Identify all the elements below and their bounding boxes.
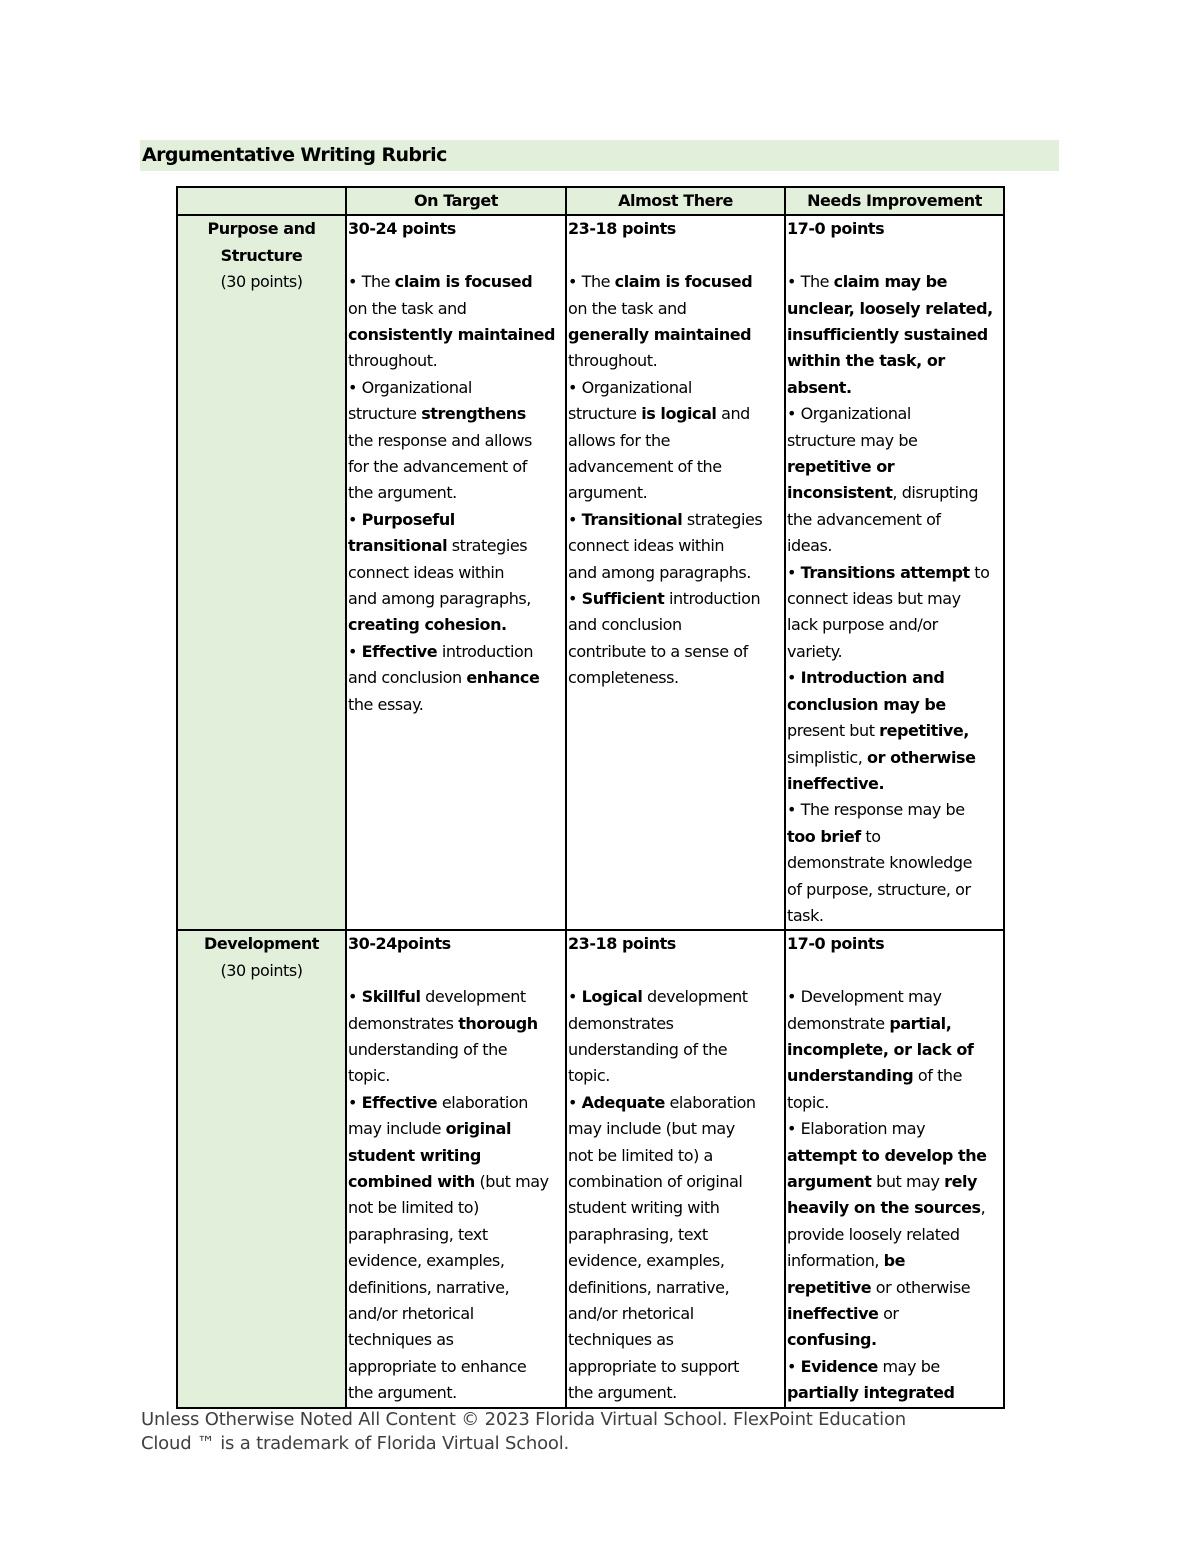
criteria-line: [787, 533, 1003, 559]
spacer: [568, 243, 784, 269]
criteria-line: [568, 560, 784, 586]
body-text: and among paragraphs,: [348, 589, 531, 609]
points-range: 17-0 points: [787, 934, 885, 954]
criteria-line: [787, 850, 1003, 876]
body-text: but may: [871, 1172, 945, 1191]
emphasis-text: conclusion may be: [787, 694, 946, 714]
body-text: •: [787, 1356, 801, 1376]
rubric-title-band: [140, 140, 1059, 171]
emphasis-text: absent.: [787, 377, 852, 397]
criteria-line: [787, 1222, 1003, 1248]
criteria-line: [787, 269, 1003, 295]
body-text: paraphrasing, text: [568, 1224, 708, 1244]
body-text: completeness.: [568, 668, 679, 688]
body-text: paraphrasing, text: [348, 1224, 488, 1244]
emphasis-text: Adequate: [581, 1092, 665, 1112]
body-text: may be: [877, 1356, 940, 1376]
emphasis-text: ineffective: [787, 1304, 879, 1324]
criteria-line: [348, 296, 565, 322]
body-text: • The: [348, 272, 395, 292]
criteria-line: [568, 1063, 784, 1089]
criteria-line: [348, 1063, 565, 1089]
criteria-line: [787, 797, 1003, 823]
criteria-line: [787, 984, 1003, 1010]
spacer: [787, 243, 1003, 269]
spacer: [568, 958, 784, 984]
emphasis-text: original: [445, 1119, 511, 1139]
emphasis-text: creating cohesion.: [348, 615, 507, 635]
emphasis-text: within the task, or: [787, 351, 945, 371]
criteria-line: [348, 507, 565, 533]
body-text: development: [642, 987, 748, 1007]
points-range: 30-24 points: [348, 219, 456, 239]
criteria-line: [787, 296, 1003, 322]
criteria-line: [568, 1169, 784, 1195]
criteria-line: [348, 1248, 565, 1274]
header-cell-empty: [177, 187, 346, 215]
body-text: structure may be: [787, 430, 918, 450]
body-text: the argument.: [568, 1383, 677, 1403]
criteria-line: [568, 612, 784, 638]
body-text: topic.: [568, 1066, 610, 1086]
emphasis-text: confusing.: [787, 1330, 877, 1350]
body-text: throughout.: [568, 351, 658, 371]
rubric-title: Argumentative Writing Rubric: [142, 144, 447, 166]
body-text: and among paragraphs.: [568, 562, 751, 582]
body-text: and/or rhetorical: [348, 1304, 474, 1324]
body-text: contribute to a sense of: [568, 641, 748, 661]
body-text: connect ideas but may: [787, 589, 961, 609]
criteria-line: [787, 1248, 1003, 1274]
rubric-table: [176, 186, 1005, 1409]
criteria-line: [787, 1090, 1003, 1116]
body-text: to: [969, 562, 990, 582]
body-text: of the: [913, 1066, 962, 1086]
header-row: [177, 187, 1004, 215]
body-text: • The: [568, 272, 615, 292]
body-text: information,: [787, 1251, 884, 1271]
criteria-line: [348, 428, 565, 454]
criteria-line: [787, 375, 1003, 401]
criteria-line: [348, 1301, 565, 1327]
criteria-line: [568, 586, 784, 612]
body-text: demonstrates: [568, 1013, 674, 1033]
criteria-line: [787, 824, 1003, 850]
body-text: elaboration: [437, 1092, 528, 1112]
points-range: 23-18 points: [568, 934, 676, 954]
criteria-line: [787, 1327, 1003, 1353]
body-text: topic.: [787, 1092, 829, 1112]
criteria-line: [568, 639, 784, 665]
row-points: (30 points): [220, 960, 303, 980]
body-text: • Organizational: [348, 377, 472, 397]
emphasis-text: incomplete, or lack of: [787, 1039, 974, 1059]
body-text: elaboration: [664, 1092, 756, 1112]
criteria-line: [787, 1301, 1003, 1327]
body-text: ,: [980, 1198, 986, 1218]
body-text: •: [568, 987, 582, 1007]
row-label-line: Structure: [220, 245, 303, 265]
criteria-line: [348, 612, 565, 638]
emphasis-text: Evidence: [800, 1356, 878, 1376]
emphasis-text: repetitive: [787, 1277, 872, 1297]
criteria-line: [348, 560, 565, 586]
criteria-row-purpose-structure: [177, 215, 1004, 930]
emphasis-text: is logical: [641, 404, 717, 424]
emphasis-text: insufficiently sustained: [787, 325, 988, 345]
emphasis-text: too brief: [787, 826, 861, 846]
body-text: •: [568, 509, 582, 529]
criteria-line: [348, 984, 565, 1010]
emphasis-text: generally maintained: [568, 325, 752, 345]
cell-purpose-on-target: [346, 215, 566, 930]
body-text: understanding of the: [348, 1039, 508, 1059]
body-text: allows for the: [568, 430, 671, 450]
cell-purpose-needs-improvement: [785, 215, 1004, 930]
header-cell-needs-improvement: Needs Improvement: [785, 187, 1004, 215]
criteria-line: [568, 296, 784, 322]
criteria-line: [568, 1301, 784, 1327]
criteria-line: [787, 348, 1003, 374]
body-text: definitions, narrative,: [568, 1277, 730, 1297]
body-text: ideas.: [787, 536, 832, 556]
body-text: or: [878, 1304, 899, 1324]
criteria-line: [787, 771, 1003, 797]
criteria-line: [787, 639, 1003, 665]
criteria-line: [787, 454, 1003, 480]
criteria-line: [348, 692, 565, 718]
body-text: advancement of the: [568, 457, 722, 477]
body-text: definitions, narrative,: [348, 1277, 510, 1297]
criteria-line: [787, 1354, 1003, 1380]
body-text: evidence, examples,: [568, 1251, 725, 1271]
criteria-line: [787, 1143, 1003, 1169]
body-text: techniques as: [348, 1330, 454, 1350]
body-text: development: [420, 987, 526, 1007]
cell-development-almost-there: [566, 930, 785, 1407]
emphasis-text: Purposeful: [361, 509, 455, 529]
emphasis-text: argument: [787, 1172, 872, 1191]
criteria-line: [348, 1195, 565, 1221]
emphasis-text: claim is focused: [394, 272, 533, 292]
header-cell-on-target: On Target: [346, 187, 566, 215]
body-text: understanding of the: [568, 1039, 728, 1059]
emphasis-text: consistently maintained: [348, 325, 556, 345]
body-text: combination of original: [568, 1172, 743, 1191]
criteria-line: [568, 1011, 784, 1037]
criteria-line: [787, 1037, 1003, 1063]
criteria-line: [568, 1380, 784, 1406]
criteria-line: [568, 1195, 784, 1221]
criteria-line: [787, 1195, 1003, 1221]
emphasis-text: Logical: [581, 987, 643, 1007]
criteria-row-development: [177, 930, 1004, 1407]
criteria-line: [348, 1380, 565, 1406]
emphasis-text: Sufficient: [581, 589, 665, 609]
criteria-line: [568, 1327, 784, 1353]
criteria-line: [787, 665, 1003, 691]
body-text: lack purpose and/or: [787, 615, 938, 635]
emphasis-text: unclear, loosely related,: [787, 298, 993, 318]
body-text: the essay.: [348, 694, 424, 714]
body-text: strategies: [447, 536, 528, 556]
criteria-line: [787, 745, 1003, 771]
body-text: techniques as: [568, 1330, 674, 1350]
emphasis-text: Skillful: [361, 987, 421, 1007]
body-text: of purpose, structure, or: [787, 879, 971, 899]
criteria-line: [787, 612, 1003, 638]
body-text: task.: [787, 905, 824, 925]
body-text: may include: [348, 1119, 446, 1139]
body-text: • Development may: [787, 987, 942, 1007]
body-text: strategies: [682, 509, 763, 529]
body-text: • Organizational: [568, 377, 692, 397]
criteria-line: [348, 1275, 565, 1301]
criteria-line: [348, 401, 565, 427]
footer-line: Cloud ™ is a trademark of Florida Virtual School.: [141, 1433, 570, 1454]
body-text: variety.: [787, 641, 843, 661]
emphasis-text: transitional: [348, 536, 448, 556]
body-text: •: [348, 641, 362, 661]
criteria-line: [348, 454, 565, 480]
body-text: appropriate to support: [568, 1356, 739, 1376]
emphasis-text: claim may be: [833, 272, 948, 292]
row-label-development: [177, 930, 346, 1407]
body-text: •: [348, 509, 362, 529]
body-text: and conclusion: [348, 668, 467, 688]
cell-development-on-target: [346, 930, 566, 1407]
body-text: structure: [568, 404, 642, 424]
criteria-line: [787, 692, 1003, 718]
criteria-line: [348, 639, 565, 665]
emphasis-text: be: [883, 1251, 906, 1271]
body-text: •: [568, 589, 582, 609]
criteria-line: [787, 1169, 1003, 1195]
criteria-line: [348, 348, 565, 374]
criteria-line: [348, 1222, 565, 1248]
body-text: the argument.: [348, 1383, 457, 1403]
criteria-line: [348, 375, 565, 401]
criteria-line: [787, 586, 1003, 612]
criteria-line: [568, 1090, 784, 1116]
body-text: demonstrates: [348, 1013, 459, 1033]
body-text: • The response may be: [787, 800, 965, 820]
body-text: may include (but may: [568, 1119, 735, 1139]
criteria-line: [787, 1063, 1003, 1089]
criteria-line: [787, 1380, 1003, 1406]
criteria-line: [787, 718, 1003, 744]
emphasis-text: Effective: [361, 1092, 438, 1112]
emphasis-text: student writing: [348, 1145, 481, 1165]
emphasis-text: partially integrated: [787, 1383, 955, 1403]
body-text: •: [568, 1092, 582, 1112]
criteria-line: [568, 480, 784, 506]
criteria-line: [568, 401, 784, 427]
body-text: evidence, examples,: [348, 1251, 505, 1271]
criteria-line: [787, 1275, 1003, 1301]
emphasis-text: repetitive,: [879, 721, 969, 741]
body-text: •: [787, 668, 801, 688]
footer-line: Unless Otherwise Noted All Content © 2023 Florida Virtual School. FlexPoint Education: [141, 1409, 906, 1430]
criteria-line: [348, 480, 565, 506]
body-text: connect ideas within: [348, 562, 505, 582]
body-text: (but may: [474, 1172, 549, 1191]
emphasis-text: repetitive or: [787, 457, 895, 477]
criteria-line: [348, 665, 565, 691]
body-text: introduction: [664, 589, 761, 609]
body-text: •: [348, 1092, 362, 1112]
body-text: the response and allows: [348, 430, 532, 450]
emphasis-text: attempt to develop the: [787, 1145, 987, 1165]
body-text: present but: [787, 721, 880, 741]
emphasis-text: ineffective.: [787, 773, 885, 793]
criteria-line: [568, 1222, 784, 1248]
criteria-line: [568, 428, 784, 454]
criteria-line: [568, 984, 784, 1010]
criteria-line: [348, 1011, 565, 1037]
criteria-line: [568, 1143, 784, 1169]
criteria-line: [568, 1354, 784, 1380]
copyright-footer: [141, 1408, 1071, 1456]
criteria-line: [787, 560, 1003, 586]
emphasis-text: Effective: [361, 641, 438, 661]
spacer: [348, 958, 565, 984]
criteria-line: [348, 586, 565, 612]
body-text: not be limited to) a: [568, 1145, 713, 1165]
emphasis-text: thorough: [458, 1013, 538, 1033]
body-text: not be limited to): [348, 1198, 479, 1218]
body-text: connect ideas within: [568, 536, 725, 556]
emphasis-text: strengthens: [421, 404, 526, 424]
criteria-line: [348, 1143, 565, 1169]
criteria-line: [787, 428, 1003, 454]
body-text: • Elaboration may: [787, 1119, 926, 1139]
criteria-line: [787, 877, 1003, 903]
criteria-line: [568, 348, 784, 374]
body-text: demonstrate: [787, 1013, 890, 1033]
criteria-line: [787, 322, 1003, 348]
body-text: on the task and: [568, 298, 687, 318]
criteria-line: [568, 507, 784, 533]
emphasis-text: partial,: [889, 1013, 952, 1033]
row-label-line: Development: [204, 934, 319, 954]
emphasis-text: rely: [944, 1172, 977, 1191]
criteria-line: [787, 507, 1003, 533]
header-cell-almost-there: Almost There: [566, 187, 785, 215]
criteria-line: [568, 533, 784, 559]
body-text: •: [348, 987, 362, 1007]
body-text: and: [716, 404, 750, 424]
cell-development-needs-improvement: [785, 930, 1004, 1407]
criteria-line: [787, 480, 1003, 506]
body-text: provide loosely related: [787, 1224, 960, 1244]
body-text: or otherwise: [871, 1277, 971, 1297]
body-text: demonstrate knowledge: [787, 853, 972, 873]
body-text: •: [787, 562, 801, 582]
criteria-line: [568, 1275, 784, 1301]
body-text: introduction: [437, 641, 534, 661]
criteria-line: [348, 1090, 565, 1116]
criteria-line: [348, 1169, 565, 1195]
body-text: for the advancement of: [348, 457, 527, 477]
body-text: simplistic,: [787, 747, 868, 767]
body-text: and conclusion: [568, 615, 682, 635]
body-text: on the task and: [348, 298, 467, 318]
body-text: topic.: [348, 1066, 390, 1086]
body-text: the advancement of: [787, 509, 941, 529]
points-range: 30-24points: [348, 934, 451, 954]
criteria-line: [787, 1011, 1003, 1037]
spacer: [787, 958, 1003, 984]
criteria-line: [348, 322, 565, 348]
spacer: [348, 243, 565, 269]
criteria-line: [568, 1037, 784, 1063]
emphasis-text: heavily on the sources: [787, 1198, 981, 1218]
criteria-line: [348, 1354, 565, 1380]
body-text: argument.: [568, 483, 648, 503]
criteria-line: [348, 269, 565, 295]
emphasis-text: understanding: [787, 1066, 914, 1086]
row-label-line: Purpose and: [207, 219, 316, 239]
criteria-line: [787, 401, 1003, 427]
criteria-line: [568, 665, 784, 691]
body-text: structure: [348, 404, 422, 424]
body-text: throughout.: [348, 351, 438, 371]
emphasis-text: Transitions attempt: [800, 562, 970, 582]
criteria-line: [568, 375, 784, 401]
criteria-line: [348, 1116, 565, 1142]
points-range: 23-18 points: [568, 219, 676, 239]
criteria-line: [348, 1327, 565, 1353]
body-text: student writing with: [568, 1198, 720, 1218]
body-text: and/or rhetorical: [568, 1304, 694, 1324]
criteria-line: [348, 1037, 565, 1063]
cell-purpose-almost-there: [566, 215, 785, 930]
body-text: • Organizational: [787, 404, 911, 424]
emphasis-text: claim is focused: [614, 272, 753, 292]
body-text: the argument.: [348, 483, 457, 503]
body-text: • The: [787, 272, 834, 292]
emphasis-text: combined with: [348, 1172, 475, 1191]
emphasis-text: or otherwise: [867, 747, 976, 767]
criteria-line: [787, 903, 1003, 929]
criteria-line: [568, 1248, 784, 1274]
body-text: , disrupting: [892, 483, 979, 503]
body-text: appropriate to enhance: [348, 1356, 527, 1376]
row-label-purpose-structure: [177, 215, 346, 930]
criteria-line: [568, 269, 784, 295]
criteria-line: [568, 322, 784, 348]
criteria-line: [568, 454, 784, 480]
body-text: to: [860, 826, 881, 846]
criteria-line: [348, 533, 565, 559]
points-range: 17-0 points: [787, 219, 885, 239]
emphasis-text: Introduction and: [800, 668, 945, 688]
emphasis-text: inconsistent: [787, 483, 893, 503]
emphasis-text: enhance: [466, 668, 540, 688]
emphasis-text: Transitional: [581, 509, 683, 529]
criteria-line: [787, 1116, 1003, 1142]
row-points: (30 points): [220, 272, 303, 292]
criteria-line: [568, 1116, 784, 1142]
